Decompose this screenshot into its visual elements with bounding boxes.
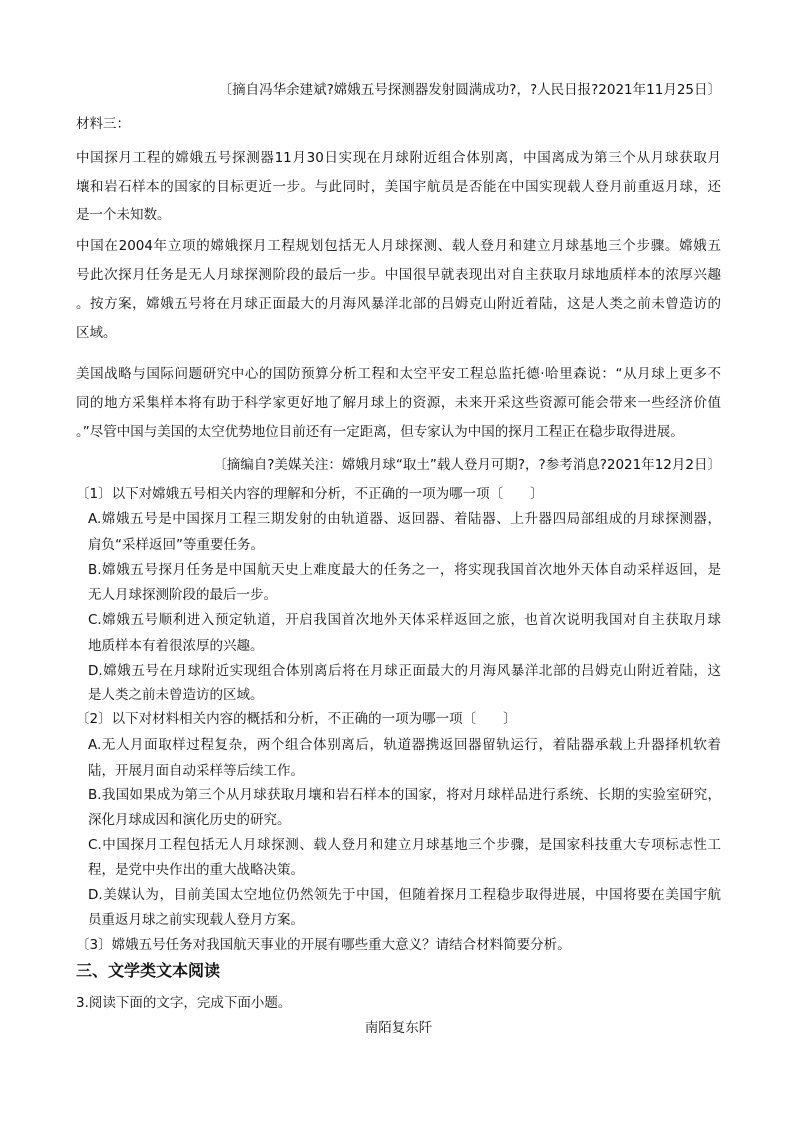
material-3-p3-line: 美国战略与国际问题研究中心的国防预算分析工程和太空平安工程总监托德·哈里森说：“从月球上更多不 [76, 366, 721, 382]
story-title: 南陌复东阡 [364, 1020, 433, 1036]
q2-option-a-cont: 陆，开展月面自动采样等后续工作。 [88, 763, 304, 779]
question-2-stem: 〔2〕以下对材料相关内容的概括和分析，不正确的一项为哪一项〔 〕 [76, 711, 517, 727]
material-3-p1-line: 壤和岩石样本的国家的目标更近一步。与此同时，美国宇航员是否能在中国实现载人登月前重返月球，还 [76, 179, 721, 195]
q2-option-c: C.中国探月工程包括无人月球探测、载人登月和建立月球基地三个步骤，是国家科技重大专项标志性工 [88, 837, 721, 853]
q2-option-b: B.我国如果成为第三个从月球获取月壤和岩石样本的国家，将对月球样品进行系统、长期的实验室研究， [88, 787, 721, 803]
q1-option-b: B.嫦娥五号探月任务是中国航天史上难度最大的任务之一，将实现我国首次地外天体自动采样返回，是 [88, 562, 721, 578]
material-3-p1-line: 中国探月工程的嫦娥五号探测器11月30日实现在月球附近组合体别离，中国离成为第三个从月球获取月 [76, 150, 721, 166]
q1-option-b-cont: 无人月球探测阶段的最后一步。 [88, 587, 277, 603]
q2-option-a: A.无人月面取样过程复杂，两个组合体别离后，轨道器携返回器留轨运行，着陆器承载上升器择机软着 [88, 737, 721, 753]
material-3-p3-line: 。”尽管中国与美国的太空优势地位目前还有一定距离，但专家认为中国的探月工程正在稳步取得进展。 [76, 424, 684, 440]
q2-option-d-cont: 员重返月球之前实现载人登月方案。 [88, 912, 304, 928]
section-heading: 三、文学类文本阅读 [76, 961, 221, 980]
material-3-p2-line: 中国在2004年立项的嫦娥探月工程规划包括无人月球探测、载人登月和建立月球基地三个步骤。嫦娥五 [76, 238, 721, 254]
q1-option-c: C.嫦娥五号顺利进入预定轨道，开启我国首次地外天体采样返回之旅，也首次说明我国对自主获取月球 [88, 612, 721, 628]
q2-option-b-cont: 深化月球成因和演化历史的研究。 [88, 812, 291, 828]
q1-option-c-cont: 地质样本有着很浓厚的兴趣。 [88, 638, 264, 654]
question-3: 〔3〕嫦娥五号任务对我国航天事业的开展有哪些重大意义？请结合材料简要分析。 [76, 937, 571, 953]
q2-option-c-cont: 程，是党中央作出的重大战略决策。 [88, 862, 304, 878]
material-3-p2-line: 号此次探月任务是无人月球探测阶段的最后一步。中国很早就表现出对自主获取月球地质样本的浓厚兴趣 [76, 267, 721, 283]
material-3-p1-line: 是一个未知数。 [76, 207, 171, 223]
question-1-stem: 〔1〕以下对嫦娥五号相关内容的理解和分析，不正确的一项为哪一项〔 〕 [76, 486, 544, 502]
material-3-p3-line: 同的地方采集样本将有助于科学家更好地了解月球上的资源，未来开采这些资源可能会带来一些经济价值 [76, 395, 721, 411]
material-3-p2-line: 。按方案，嫦娥五号将在月球正面最大的月海风暴洋北部的吕姆克山附近着陆，这是人类之前未曾造访的 [76, 296, 721, 312]
citation-1: 〔摘自冯华余建斌?嫦娥五号探测器发射圆满成功?，?人民日报?2021年11月25日〕 [218, 82, 721, 98]
q1-option-d: D.嫦娥五号在月球附近实现组合体别离后将在月球正面最大的月海风暴洋北部的吕姆克山附近着陆，这 [88, 663, 721, 679]
q1-option-a-cont: 肩负“采样返回”等重要任务。 [88, 537, 264, 553]
material-3-p2-line: 区域。 [76, 325, 117, 341]
q1-option-d-cont: 是人类之前未曾造访的区域。 [88, 687, 264, 703]
q2-option-d: D.美媒认为，目前美国太空地位仍然领先于中国，但随着探月工程稳步取得进展，中国将要在美国宇航 [88, 887, 721, 903]
q1-option-a: A.嫦娥五号是中国探月工程三期发射的由轨道器、返回器、着陆器、上升器四局部组成的月球探测器， [88, 511, 721, 527]
question-intro: 3.阅读下面的文字，完成下面小题。 [76, 995, 292, 1011]
citation-2: 〔摘编自?美媒关注：嫦娥月球“取土”载人登月可期?，?参考消息?2021年12月2日〕 [213, 457, 721, 473]
material-3-label: 材料三： [76, 116, 130, 132]
